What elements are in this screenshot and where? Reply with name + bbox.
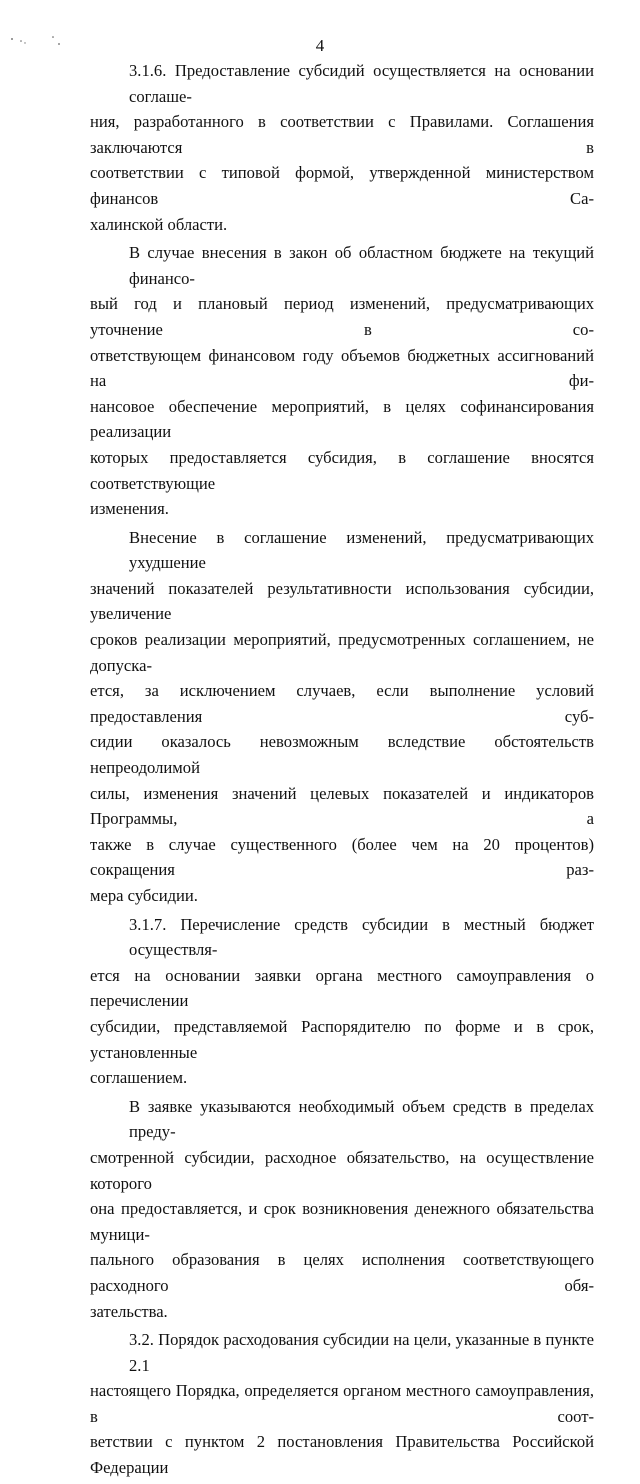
text-line: 3.2. Порядок расходования субсидии на цели, указанные в пункте 2.1 bbox=[129, 1330, 594, 1375]
text-line: пального образования в целях исполнения соответствующего расходного обя- bbox=[90, 1250, 594, 1295]
text-line: нансовое обеспечение мероприятий, в целях софинансирования реализации bbox=[90, 396, 594, 442]
text-line: настоящего Порядка, определяется органом местного самоуправления, в соот- bbox=[90, 1381, 594, 1426]
text-line: соответствии с типовой формой, утвержденной министерством финансов Са- bbox=[90, 163, 594, 208]
text-line: В заявке указываются необходимый объем средств в пределах преду- bbox=[129, 1096, 594, 1142]
text-line: зательства. bbox=[90, 1301, 168, 1321]
text-line: значений показателей результативности использования субсидии, увеличение bbox=[90, 578, 594, 624]
text-line: ется на основании заявки органа местного самоуправления о перечислении bbox=[90, 965, 594, 1011]
text-line: силы, изменения значений целевых показателей и индикаторов Программы, а bbox=[90, 783, 594, 829]
text-line: сидии оказалось невозможным вследствие обстоятельств непреодолимой bbox=[90, 732, 594, 778]
text-line: ния, разработанного в соответствии с Правилами. Соглашения заключаются в bbox=[90, 112, 594, 157]
text-line: В случае внесения в закон об областном бюджете на текущий финансо- bbox=[129, 243, 594, 288]
paragraph-application-contents bbox=[90, 1094, 594, 1324]
text-line: которых предоставляется субсидия, в соглашение вносятся соответствующие bbox=[90, 447, 594, 493]
text-line: мера субсидии. bbox=[90, 886, 198, 905]
text-line: ется, за исключением случаев, если выполнение условий предоставления суб- bbox=[90, 681, 594, 726]
text-line: ветствии с пунктом 2 постановления Правительства Российской Федерации bbox=[90, 1432, 594, 1478]
text-line: изменения. bbox=[90, 499, 169, 519]
paragraph-budget-changes bbox=[90, 240, 594, 522]
text-line: вый год и плановый период изменений, предусматривающих уточнение в со- bbox=[90, 294, 594, 339]
text-line: соглашением. bbox=[90, 1068, 188, 1088]
text-line: также в случае существенного (более чем на 20 процентов) сокращения раз- bbox=[90, 834, 594, 880]
text-line: сроков реализации мероприятий, предусмотренных соглашением, не допуска- bbox=[90, 630, 594, 675]
text-line: ответствующем финансовом году объемов бюджетных ассигнований на фи- bbox=[90, 345, 594, 391]
text-line: 3.1.6. Предоставление субсидий осуществляется на основании соглаше- bbox=[129, 61, 594, 106]
text-line: Внесение в соглашение изменений, предусматривающих ухудшение bbox=[129, 527, 594, 573]
text-line: смотренной субсидии, расходное обязательство, на осуществление которого bbox=[90, 1147, 594, 1193]
paragraph-3-1-6 bbox=[90, 58, 594, 237]
text-line: она предоставляется, и срок возникновения денежного обязательства муници- bbox=[90, 1199, 594, 1244]
paragraph-agreement-amendments bbox=[90, 525, 594, 909]
paragraph-3-1-7 bbox=[90, 912, 594, 1091]
paragraph-3-2 bbox=[90, 1327, 594, 1481]
text-line: халинской области. bbox=[90, 214, 228, 234]
document-body bbox=[90, 58, 594, 1484]
text-line: 3.1.7. Перечисление средств субсидии в местный бюджет осуществля- bbox=[129, 914, 594, 960]
page-number: 4 bbox=[315, 36, 325, 55]
text-line: субсидии, представляемой Распорядителю по форме и в срок, установленные bbox=[90, 1016, 594, 1062]
